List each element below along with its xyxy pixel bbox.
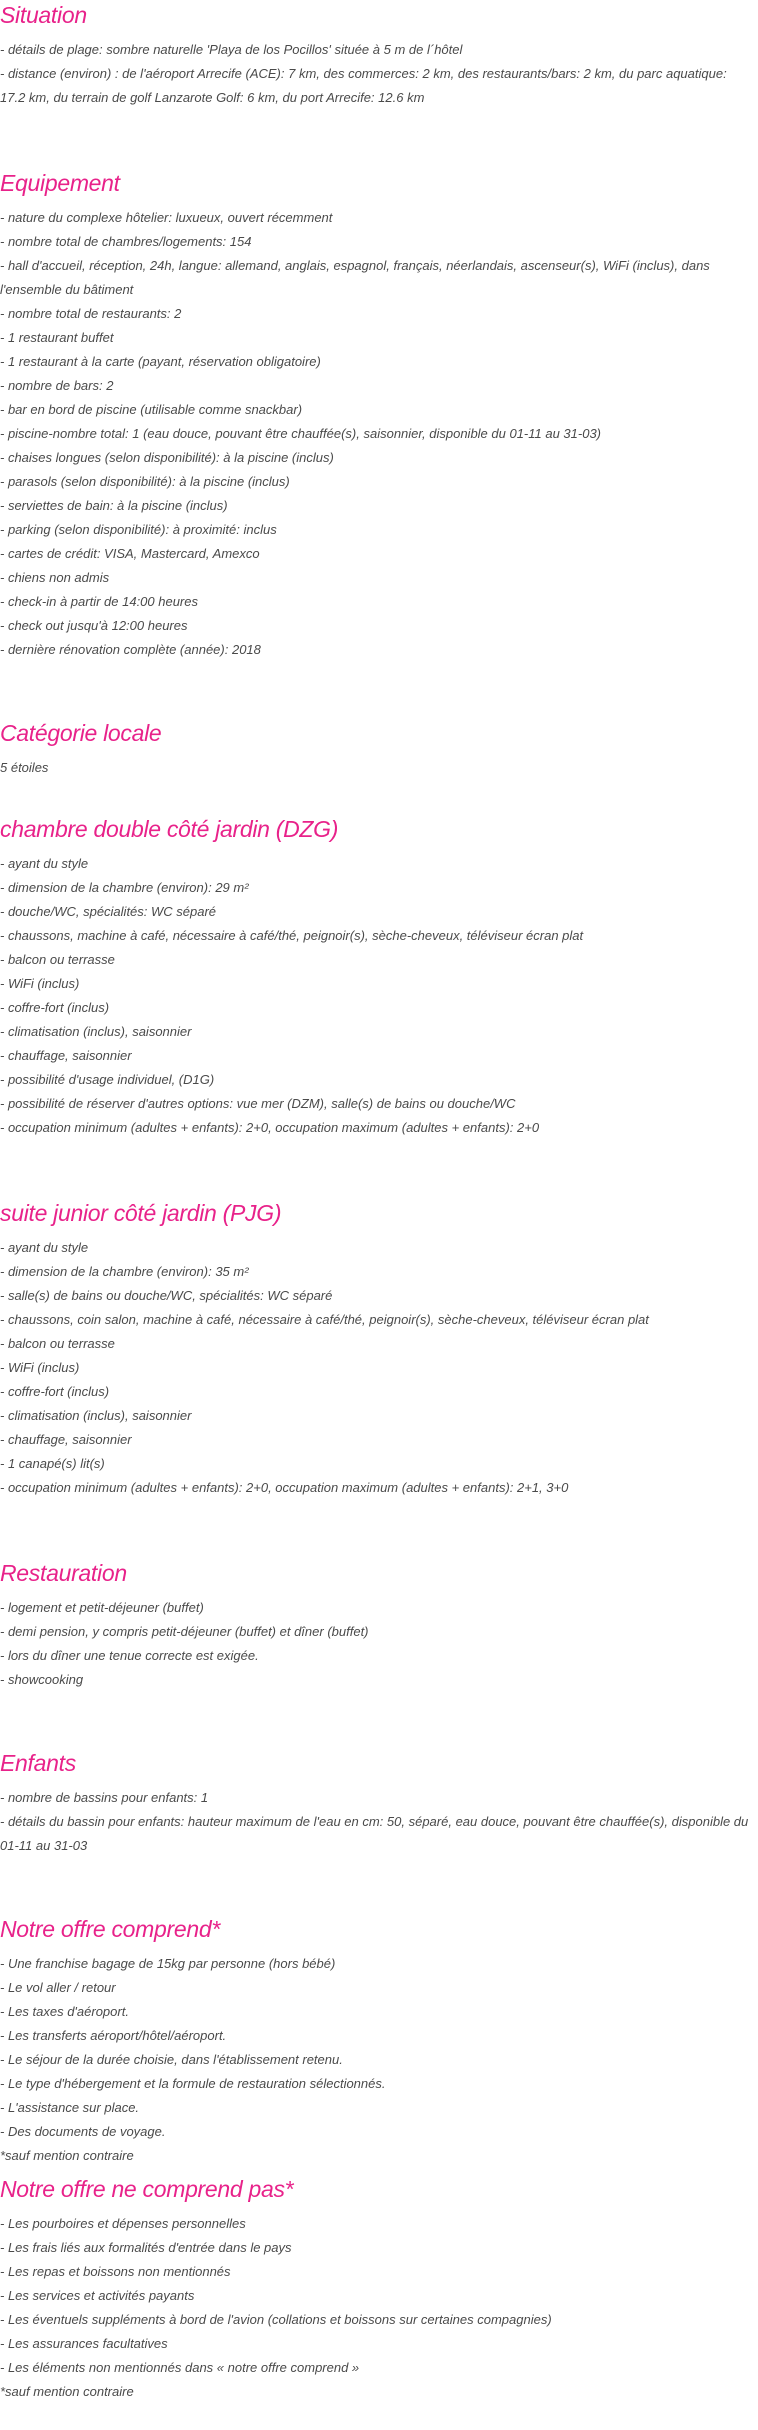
section-situation bbox=[0, 0, 750, 110]
chambre-line: - chauffage, saisonnier bbox=[0, 1048, 132, 1063]
suite-line: - WiFi (inclus) bbox=[0, 1360, 80, 1375]
situation-line: - détails de plage: sombre naturelle 'Playa de los Pocillos' située à 5 m de l´hôtel bbox=[0, 42, 463, 57]
equipement-line: - 1 restaurant à la carte (payant, réservation obligatoire) bbox=[0, 354, 321, 369]
suite-line: - 1 canapé(s) lit(s) bbox=[0, 1456, 105, 1471]
equipement-line: - bar en bord de piscine (utilisable comme snackbar) bbox=[0, 402, 303, 417]
section-categorie bbox=[0, 718, 750, 780]
equipement-line: - cartes de crédit: VISA, Mastercard, Amexco bbox=[0, 546, 260, 561]
section-title-chambre: chambre double côté jardin (DZG) bbox=[0, 816, 339, 842]
chambre-line: - possibilité d'usage individuel, (D1G) bbox=[0, 1072, 215, 1087]
equipement-line: - nombre total de restaurants: 2 bbox=[0, 306, 182, 321]
chambre-line: - chaussons, machine à café, nécessaire à café/thé, peignoir(s), sèche-cheveux, téléviseur écran plat bbox=[0, 928, 584, 943]
suite-line: - occupation minimum (adultes + enfants): 2+0, occupation maximum (adultes + enfants): 2+1, 3+0 bbox=[0, 1480, 569, 1495]
suite-line: - coffre-fort (inclus) bbox=[0, 1384, 110, 1399]
enfants-line: - détails du bassin pour enfants: hauteur maximum de l'eau en cm: 50, séparé, eau douce, pouvant être chauffée(s), disponible du 01-11 au 31-03 bbox=[0, 1814, 749, 1853]
offre-non-line: - Les repas et boissons non mentionnés bbox=[0, 2264, 231, 2279]
section-body-offre-non bbox=[0, 2212, 750, 2404]
suite-line: - dimension de la chambre (environ): 35 m² bbox=[0, 1264, 249, 1279]
offre-line: - Le vol aller / retour bbox=[0, 1980, 116, 1995]
suite-line: - chauffage, saisonnier bbox=[0, 1432, 132, 1447]
chambre-line: - occupation minimum (adultes + enfants): 2+0, occupation maximum (adultes + enfants): 2+0 bbox=[0, 1120, 540, 1135]
offre-non-line: - Les pourboires et dépenses personnelles bbox=[0, 2216, 246, 2231]
equipement-line: - nature du complexe hôtelier: luxueux, ouvert récemment bbox=[0, 210, 333, 225]
equipement-line: - chaises longues (selon disponibilité): à la piscine (inclus) bbox=[0, 450, 334, 465]
section-body-equipement bbox=[0, 206, 750, 662]
suite-line: - climatisation (inclus), saisonnier bbox=[0, 1408, 192, 1423]
offre-non-footnote: *sauf mention contraire bbox=[0, 2384, 134, 2399]
chambre-line: - WiFi (inclus) bbox=[0, 976, 80, 991]
equipement-line: - dernière rénovation complète (année): 2018 bbox=[0, 642, 261, 657]
section-title-enfants: Enfants bbox=[0, 1750, 76, 1776]
equipement-line: - serviettes de bain: à la piscine (inclus) bbox=[0, 498, 228, 513]
chambre-line: - dimension de la chambre (environ): 29 m² bbox=[0, 880, 249, 895]
section-body-categorie bbox=[0, 756, 750, 780]
section-body-chambre bbox=[0, 852, 750, 1140]
section-body-situation bbox=[0, 38, 750, 110]
offre-non-line: - Les assurances facultatives bbox=[0, 2336, 168, 2351]
offre-non-line: - Les services et activités payants bbox=[0, 2288, 195, 2303]
equipement-line: - check-in à partir de 14:00 heures bbox=[0, 594, 198, 609]
section-title-offre: Notre offre comprend* bbox=[0, 1916, 220, 1942]
section-offre-comprend bbox=[0, 1914, 750, 2168]
section-title-equipement: Equipement bbox=[0, 170, 120, 196]
section-body-restauration bbox=[0, 1596, 750, 1692]
equipement-line: - chiens non admis bbox=[0, 570, 110, 585]
restauration-line: - demi pension, y compris petit-déjeuner (buffet) et dîner (buffet) bbox=[0, 1624, 369, 1639]
equipement-line: - parking (selon disponibilité): à proximité: inclus bbox=[0, 522, 277, 537]
categorie-line: 5 étoiles bbox=[0, 760, 49, 775]
offre-non-line: - Les frais liés aux formalités d'entrée dans le pays bbox=[0, 2240, 292, 2255]
equipement-line: - piscine-nombre total: 1 (eau douce, pouvant être chauffée(s), saisonnier, disponible du 01-11 au 31-03) bbox=[0, 426, 602, 441]
equipement-line: - check out jusqu'à 12:00 heures bbox=[0, 618, 188, 633]
equipement-line: - 1 restaurant buffet bbox=[0, 330, 114, 345]
section-title-restauration: Restauration bbox=[0, 1560, 127, 1586]
chambre-line: - coffre-fort (inclus) bbox=[0, 1000, 110, 1015]
section-body-offre bbox=[0, 1952, 750, 2168]
suite-line: - salle(s) de bains ou douche/WC, spécialités: WC séparé bbox=[0, 1288, 333, 1303]
enfants-line: - nombre de bassins pour enfants: 1 bbox=[0, 1790, 209, 1805]
situation-line: - distance (environ) : de l'aéroport Arrecife (ACE): 7 km, des commerces: 2 km, des restaurants/bars: 2 km, du parc aquatique: 17.2 km, du terrain de golf Lanzarote Golf: 6 km, du port Arrecife: 12.6 km bbox=[0, 66, 727, 105]
section-chambre-dzg bbox=[0, 814, 750, 1140]
chambre-line: - possibilité de réserver d'autres options: vue mer (DZM), salle(s) de bains ou douche/WC bbox=[0, 1096, 516, 1111]
section-body-enfants bbox=[0, 1786, 750, 1858]
section-suite-pjg bbox=[0, 1198, 750, 1500]
restauration-line: - showcooking bbox=[0, 1672, 84, 1687]
suite-line: - balcon ou terrasse bbox=[0, 1336, 115, 1351]
suite-line: - chaussons, coin salon, machine à café, nécessaire à café/thé, peignoir(s), sèche-cheveux, téléviseur écran plat bbox=[0, 1312, 649, 1327]
chambre-line: - ayant du style bbox=[0, 856, 89, 871]
offre-non-line: - Les éléments non mentionnés dans « notre offre comprend » bbox=[0, 2360, 360, 2375]
section-title-suite: suite junior côté jardin (PJG) bbox=[0, 1200, 282, 1226]
offre-line: - Les taxes d'aéroport. bbox=[0, 2004, 129, 2019]
suite-line: - ayant du style bbox=[0, 1240, 89, 1255]
offre-line: - Une franchise bagage de 15kg par personne (hors bébé) bbox=[0, 1956, 336, 1971]
restauration-line: - logement et petit-déjeuner (buffet) bbox=[0, 1600, 204, 1615]
section-title-situation: Situation bbox=[0, 2, 87, 28]
chambre-line: - climatisation (inclus), saisonnier bbox=[0, 1024, 192, 1039]
section-enfants bbox=[0, 1748, 750, 1858]
offre-footnote: *sauf mention contraire bbox=[0, 2148, 134, 2163]
section-title-categorie: Catégorie locale bbox=[0, 720, 162, 746]
equipement-line: - hall d'accueil, réception, 24h, langue: allemand, anglais, espagnol, français, néerlandais, ascenseur(s), WiFi (inclus), dans l'ensemble du bâtiment bbox=[0, 258, 710, 297]
equipement-line: - nombre total de chambres/logements: 154 bbox=[0, 234, 252, 249]
offre-line: - L'assistance sur place. bbox=[0, 2100, 140, 2115]
section-equipement bbox=[0, 168, 750, 662]
offre-non-line: - Les éventuels suppléments à bord de l'avion (collations et boissons sur certaines compagnies) bbox=[0, 2312, 552, 2327]
offre-line: - Le type d'hébergement et la formule de restauration sélectionnés. bbox=[0, 2076, 386, 2091]
chambre-line: - douche/WC, spécialités: WC séparé bbox=[0, 904, 217, 919]
equipement-line: - nombre de bars: 2 bbox=[0, 378, 114, 393]
section-title-offre-non: Notre offre ne comprend pas* bbox=[0, 2176, 294, 2202]
section-body-suite bbox=[0, 1236, 750, 1500]
chambre-line: - balcon ou terrasse bbox=[0, 952, 115, 967]
restauration-line: - lors du dîner une tenue correcte est exigée. bbox=[0, 1648, 259, 1663]
equipement-line: - parasols (selon disponibilité): à la piscine (inclus) bbox=[0, 474, 290, 489]
section-restauration bbox=[0, 1558, 750, 1692]
section-offre-ne-comprend-pas bbox=[0, 2174, 750, 2404]
offre-line: - Des documents de voyage. bbox=[0, 2124, 166, 2139]
offre-line: - Les transferts aéroport/hôtel/aéroport. bbox=[0, 2028, 227, 2043]
offre-line: - Le séjour de la durée choisie, dans l'établissement retenu. bbox=[0, 2052, 343, 2067]
